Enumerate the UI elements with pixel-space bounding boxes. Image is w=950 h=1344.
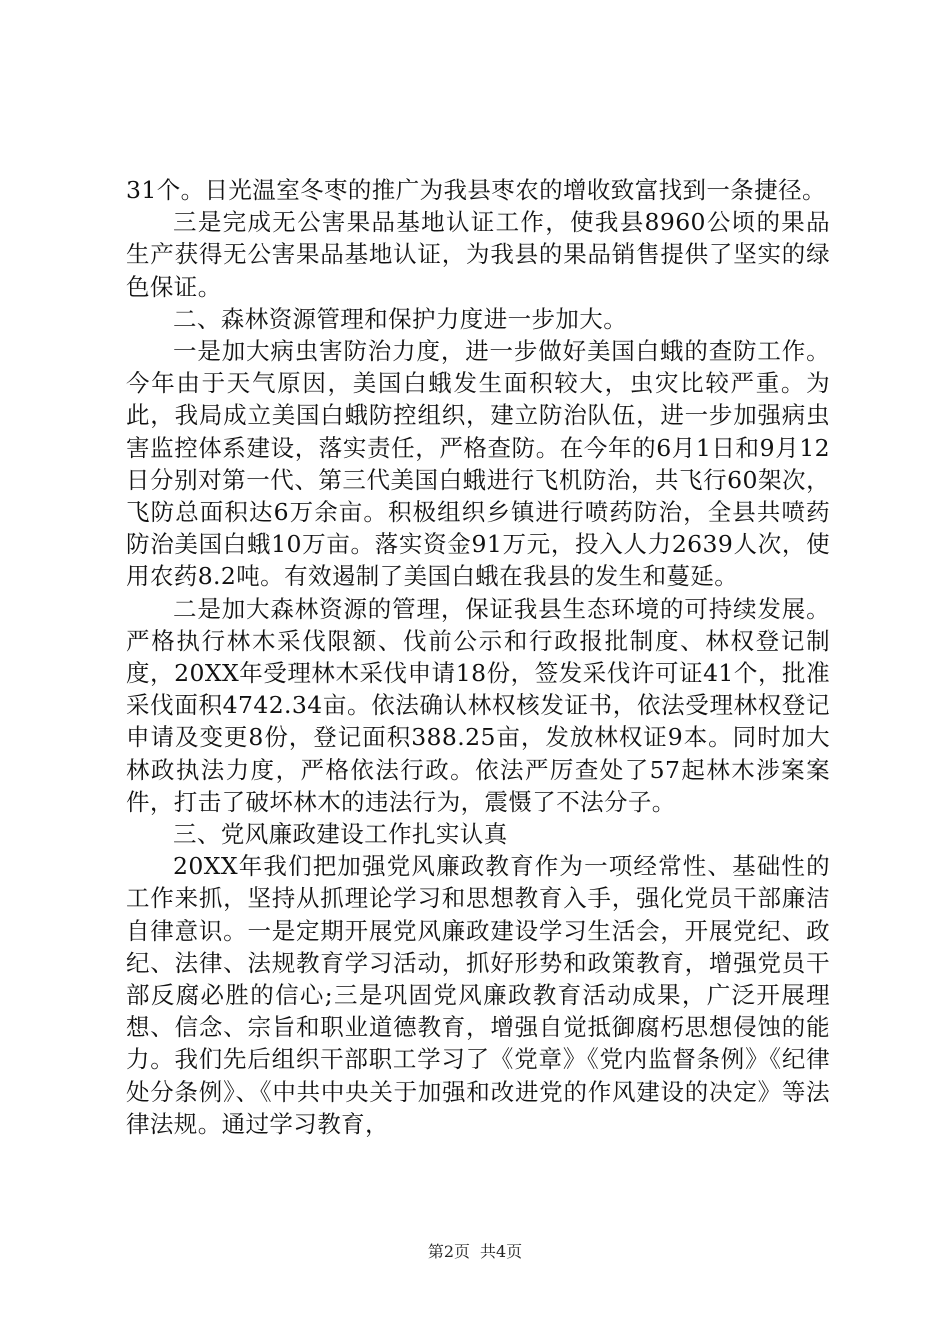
section-heading-party: 三、党风廉政建设工作扎实认真 bbox=[173, 820, 508, 849]
paragraph-party-education: 20XX年我们把加强党风廉政教育作为一项经常性、基础性的工作来抓，坚持从抓理论学习和思想教育入手，强化党员干部廉洁自律意识。一是定期开展党风廉政建设学习生活会，开展党纪、政纪、法律、法规教育学习活动，抓好形势和政策教育，增强党员干部反腐必胜的信心;三是巩固党风廉政教育活动成果，广泛开展理想、信念、宗旨和职业道德教育，增强自觉抵御腐朽思想侵蚀的能力。我们先后组织干部职工学习了《党章》《党内监督条例》《纪律处分条例》、《中共中央关于加强和改进党的作风建设的决定》等法律法规。通过学习教育， bbox=[126, 852, 830, 1138]
paragraph-1: 31个。日光温室冬枣的推广为我县枣农的增收致富找到一条捷径。 bbox=[126, 176, 826, 204]
paragraph-2: 三是完成无公害果品基地认证工作，使我县8960公顷的果品生产获得无公害果品基地认证，为我县的果品销售提供了坚实的绿色保证。 bbox=[126, 208, 830, 301]
document-body bbox=[126, 174, 830, 1140]
page-number: 第2页 bbox=[427, 1242, 470, 1261]
paragraph-pest-control: 一是加大病虫害防治力度，进一步做好美国白蛾的查防工作。今年由于天气原因，美国白蛾发生面积较大，虫灾比较严重。为此，我局成立美国白蛾防控组织，建立防治队伍，进一步加强病虫害监控体系建设，落实责任，严格查防。在今年的6月1日和9月12日分别对第一代、第三代美国白蛾进行飞机防治，共飞行60架次，飞防总面积达6万余亩。积极组织乡镇进行喷药防治，全县共喷药防治美国白蛾10万亩。落实资金91万元，投入人力2639人次，使用农药8.2吨。有效遏制了美国白蛾在我县的发生和蔓延。 bbox=[126, 337, 830, 591]
page-footer bbox=[0, 1242, 950, 1262]
page-total: 共4页 bbox=[480, 1242, 523, 1261]
section-heading-forest: 二、森林资源管理和保护力度进一步加大。 bbox=[173, 304, 628, 333]
paragraph-forest-management: 二是加大森林资源的管理，保证我县生态环境的可持续发展。严格执行林木采伐限额、伐前公示和行政报批制度、林权登记制度，20XX年受理林木采伐申请18份，签发采伐许可证41个，批准采伐面积4742.34亩。依法确认林权核发证书，依法受理林权登记申请及变更8份，登记面积388.25亩，发放林权证9本。同时加大林政执法力度，严格依法行政。依法严厉查处了57起林木涉案案件，打击了破坏林木的违法行为，震慑了不法分子。 bbox=[126, 594, 830, 816]
